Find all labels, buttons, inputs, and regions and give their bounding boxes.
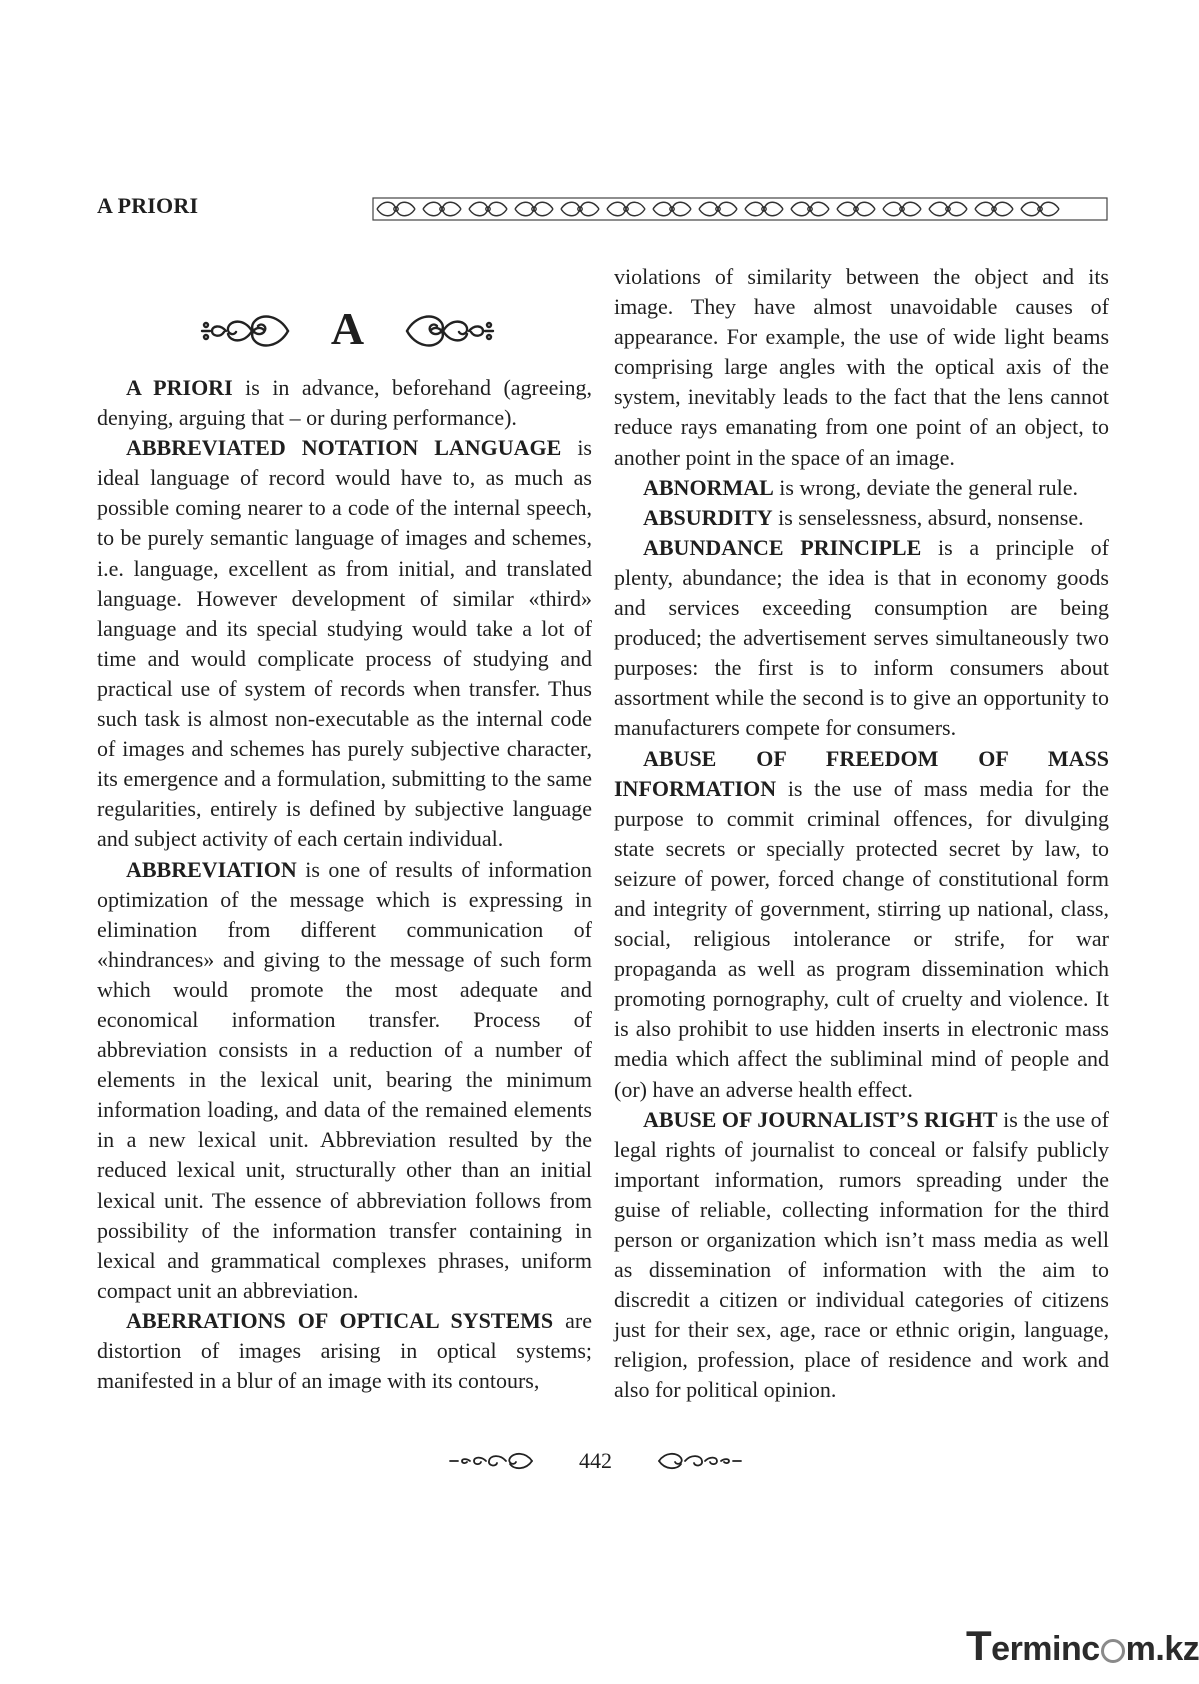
entry-term: ABNORMAL bbox=[643, 474, 774, 500]
dictionary-entry bbox=[97, 855, 592, 1306]
dictionary-entry bbox=[614, 533, 1109, 744]
scroll-ornament-right-icon bbox=[657, 1450, 743, 1472]
logo-o-mark-icon bbox=[1101, 1639, 1125, 1663]
entry-term: A PRIORI bbox=[126, 375, 233, 400]
dictionary-entry bbox=[97, 1306, 592, 1396]
entry-definition: is senselessness, absurd, nonsense. bbox=[772, 504, 1084, 530]
header-ornament-band-icon bbox=[372, 196, 1108, 222]
letter-section-heading bbox=[200, 302, 495, 360]
dictionary-entry bbox=[97, 373, 592, 433]
entry-definition: is one of results of information optimization of the message which is expressing in elimination from different communication of «hindrances» and giving to the message of such form which would promote the most adequate and economical information transfer. Process of abbreviation consists in a reduction of a number of elements in the lexical unit, bearing the minimum information loading, and data of the remained elements in a new lexical unit. Abbreviation resulted by the reduced lexical unit, structurally other than an initial lexical unit. The essence of abbreviation follows from possibility of the information transfer containing in lexical and grammatical complexes phrases, uniform compact unit an abbreviation. bbox=[97, 856, 592, 1303]
dictionary-entry bbox=[614, 1105, 1109, 1406]
entry-term: ABBREVIATED NOTATION LANGUAGE bbox=[126, 435, 562, 461]
left-text-column bbox=[97, 373, 592, 1396]
dictionary-entry bbox=[614, 744, 1109, 1105]
dictionary-entry bbox=[614, 503, 1109, 533]
entry-definition: are distortion of images arising in optical systems; manifested in a blur of an image with its contours, bbox=[97, 1307, 592, 1394]
site-watermark-logo: Terminc m.kz bbox=[966, 1622, 1199, 1669]
entry-term: ABUSE OF JOURNALIST’S RIGHT bbox=[643, 1106, 998, 1132]
entry-continuation: violations of similarity between the object and its image. They have almost unavoidable causes of appearance. For example, the use of wide light beams comprising large angles with the optical axis of the system, inevitably leads to the fact that the lens cannot reduce rays emanating from one point of an object, to another point in the space of an image. bbox=[614, 264, 1109, 470]
entry-definition: is the use of mass media for the purpose to commit criminal offences, for divulging state secrets or specially protected secret by law, to seizure of power, forced change of constitutional form and integrity of government, stirring up national, class, social, religious intolerance or strife, for war propaganda as well as program dissemination which promoting pornography, cult of cruelty and violence. It is also prohibit to use hidden inserts in electronic mass media which affect the subliminal mind of people and (or) have an adverse health effect. bbox=[614, 775, 1109, 1102]
entry-definition: is in advance, beforehand (agreeing, denying, arguing that – or during performance). bbox=[97, 375, 593, 431]
right-text-column bbox=[614, 262, 1109, 1406]
page-folio bbox=[448, 1446, 743, 1476]
entry-definition: is ideal language of record would have to, as much as possible coming nearer to a code of the internal speech, to be purely semantic language of images and schemes, i.e. language, excellent as from initial, and translated language. However development of similar «third» language and its special studying would take a lot of time and would complicate process of studying and practical use of system of records when transfer. Thus such task is almost non-executable as the internal code of images and schemes has purely subjective character, its emergence and a formulation, submitting to the same regularities, entirely is defined by subjective language and subject activity of each certain individual. bbox=[97, 435, 592, 852]
dictionary-entry bbox=[97, 433, 592, 854]
entry-definition: is the use of legal rights of journalist to conceal or falsify publicly important information, rumors spreading under the guise of reliable, collecting information for the third person or organization which isn’t mass media as well as dissemination of information with the aim to discredit a citizen or individual categories of citizens just for their sex, age, race or ethnic origin, language, religion, profession, place of residence and work and also for political opinion. bbox=[614, 1106, 1110, 1403]
entry-term: ABSURDITY bbox=[643, 504, 773, 530]
entry-term: ABBREVIATION bbox=[126, 856, 297, 882]
dictionary-entry bbox=[614, 473, 1109, 503]
entry-definition: is a principle of plenty, abundance; the idea is that in economy goods and services exceeding consumption are being produced; the advertisement serves simultaneously two purposes: the first is to inform consumers about assortment while the second is to give an opportunity to manufacturers compete for consumers. bbox=[614, 534, 1109, 741]
page-number: 442 bbox=[579, 1448, 612, 1473]
scroll-ornament-right-icon bbox=[403, 308, 495, 354]
section-letter: A bbox=[330, 303, 365, 354]
entry-term: ABERRATIONS OF OPTICAL SYSTEMS bbox=[126, 1307, 554, 1333]
entry-term: ABUNDANCE PRINCIPLE bbox=[643, 534, 922, 560]
entry-definition: is wrong, deviate the general rule. bbox=[773, 474, 1078, 500]
entry-term: ABUSE OF FREEDOM OF MASS INFORMATION bbox=[614, 745, 1109, 801]
running-head: A PRIORI bbox=[97, 193, 199, 218]
